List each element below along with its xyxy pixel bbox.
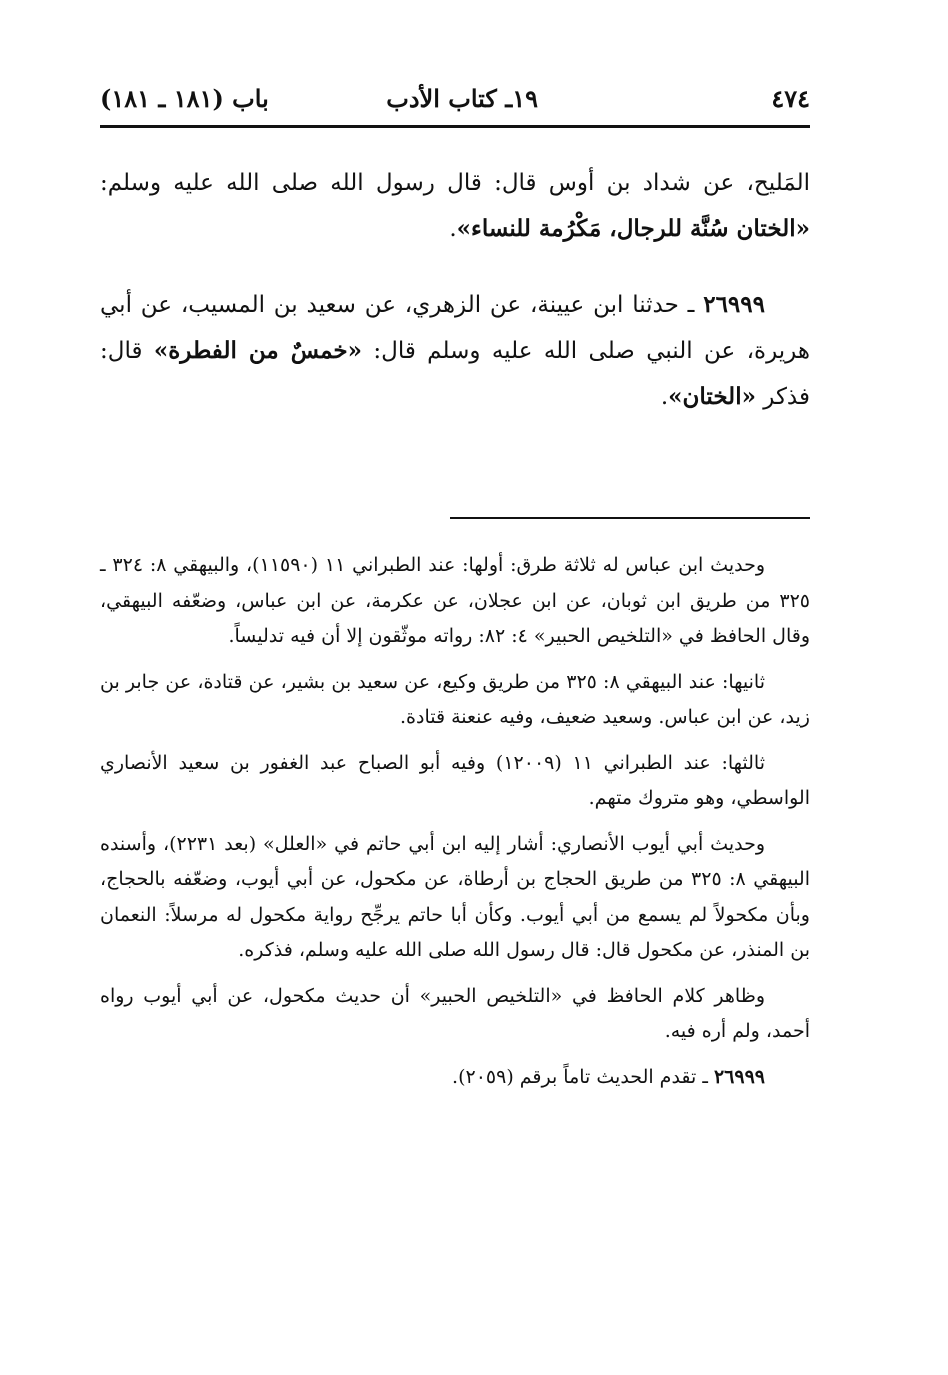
hadith-continuation-text: المَليح، عن شداد بن أوس قال: قال رسول الله صلى الله عليه وسلم:: [100, 170, 810, 196]
punctuation: .: [449, 216, 457, 242]
hadith-quote: «الختان»: [668, 383, 756, 410]
footnote-26999: [100, 1060, 810, 1096]
page-header: [100, 78, 810, 122]
hadith-text: قال: فذكر: [100, 338, 810, 410]
chapter-reference: باب (١٨١ ـ ١٨١): [100, 84, 269, 113]
hadith-text: ـ حدثنا ابن عيينة، عن الزهري، عن سعيد بن المسيب، عن أبي هريرة، عن النبي صلى الله عليه وسلم قال:: [100, 292, 810, 364]
hadith-26999: [100, 282, 810, 420]
hadith-number: ٢٦٩٩٩: [703, 291, 765, 318]
header-rule: [100, 125, 810, 128]
footnote-separator: [450, 517, 810, 519]
page-number: ٤٧٤: [771, 84, 810, 113]
footnote-number: ٢٦٩٩٩: [713, 1065, 765, 1088]
hadith-quote: «خمسٌ من الفطرة»: [153, 337, 362, 364]
hadith-continuation: [100, 160, 810, 252]
book-title: ١٩ـ كتاب الأدب: [386, 84, 538, 113]
footnote-paragraph: وحديث أبي أيوب الأنصاري: أشار إليه ابن أبي حاتم في «العلل» (بعد ٢٢٣١)، وأسنده البيهقي ٨: ٣٢٥ من طريق الحجاج بن أرطاة، عن مكحول، عن أبي أيوب، وضعّفه بالحجاج، وبأن مكحولاً لم يسمع من أبي أيوب. وكأن أبا حاتم يرجِّح رواية مكحول له مرسلاً: النعمان بن المنذر، عن مكحول قال: قال رسول الله صلى الله عليه وسلم، فذكره.: [100, 832, 810, 961]
footnote-paragraph: ثالثها: عند الطبراني ١١ (١٢٠٠٩) وفيه أبو الصباح عبد الغفور بن سعيد الأنصاري الواسطي، وهو متروك متهم.: [100, 751, 810, 809]
hadith-quote: «الختان سُنَّة للرجال، مَكْرُمة للنساء»: [456, 215, 810, 242]
footnote-paragraph: وظاهر كلام الحافظ في «التلخيص الحبير» أن حديث مكحول، عن أبي أيوب رواه أحمد، ولم أره فيه.: [100, 984, 810, 1042]
main-text: [100, 160, 810, 420]
footnote-paragraph: وحديث ابن عباس له ثلاثة طرق: أولها: عند الطبراني ١١ (١١٥٩٠)، والبيهقي ٨: ٣٢٤ ـ ٣٢٥ من طريق ابن ثوبان، عن ابن عجلان، عن عكرمة، عن ابن عباس، وضعّفه البيهقي، وقال الحافظ في «التلخيص الحبير» ٤: ٨٢: رواته موثّقون إلا أن فيه تدليساً.: [100, 554, 810, 647]
footnote-text: ـ تقدم الحديث تاماً برقم (٢٠٥٩).: [452, 1065, 714, 1088]
footnote-paragraph: ثانيها: عند البيهقي ٨: ٣٢٥ من طريق وكيع، عن سعيد بن بشير، عن قتادة، عن جابر بن زيد، عن ابن عباس. وسعيد ضعيف، وفيه عنعنة قتادة.: [100, 670, 810, 728]
punctuation: .: [660, 384, 669, 410]
footnotes: [100, 548, 810, 1095]
